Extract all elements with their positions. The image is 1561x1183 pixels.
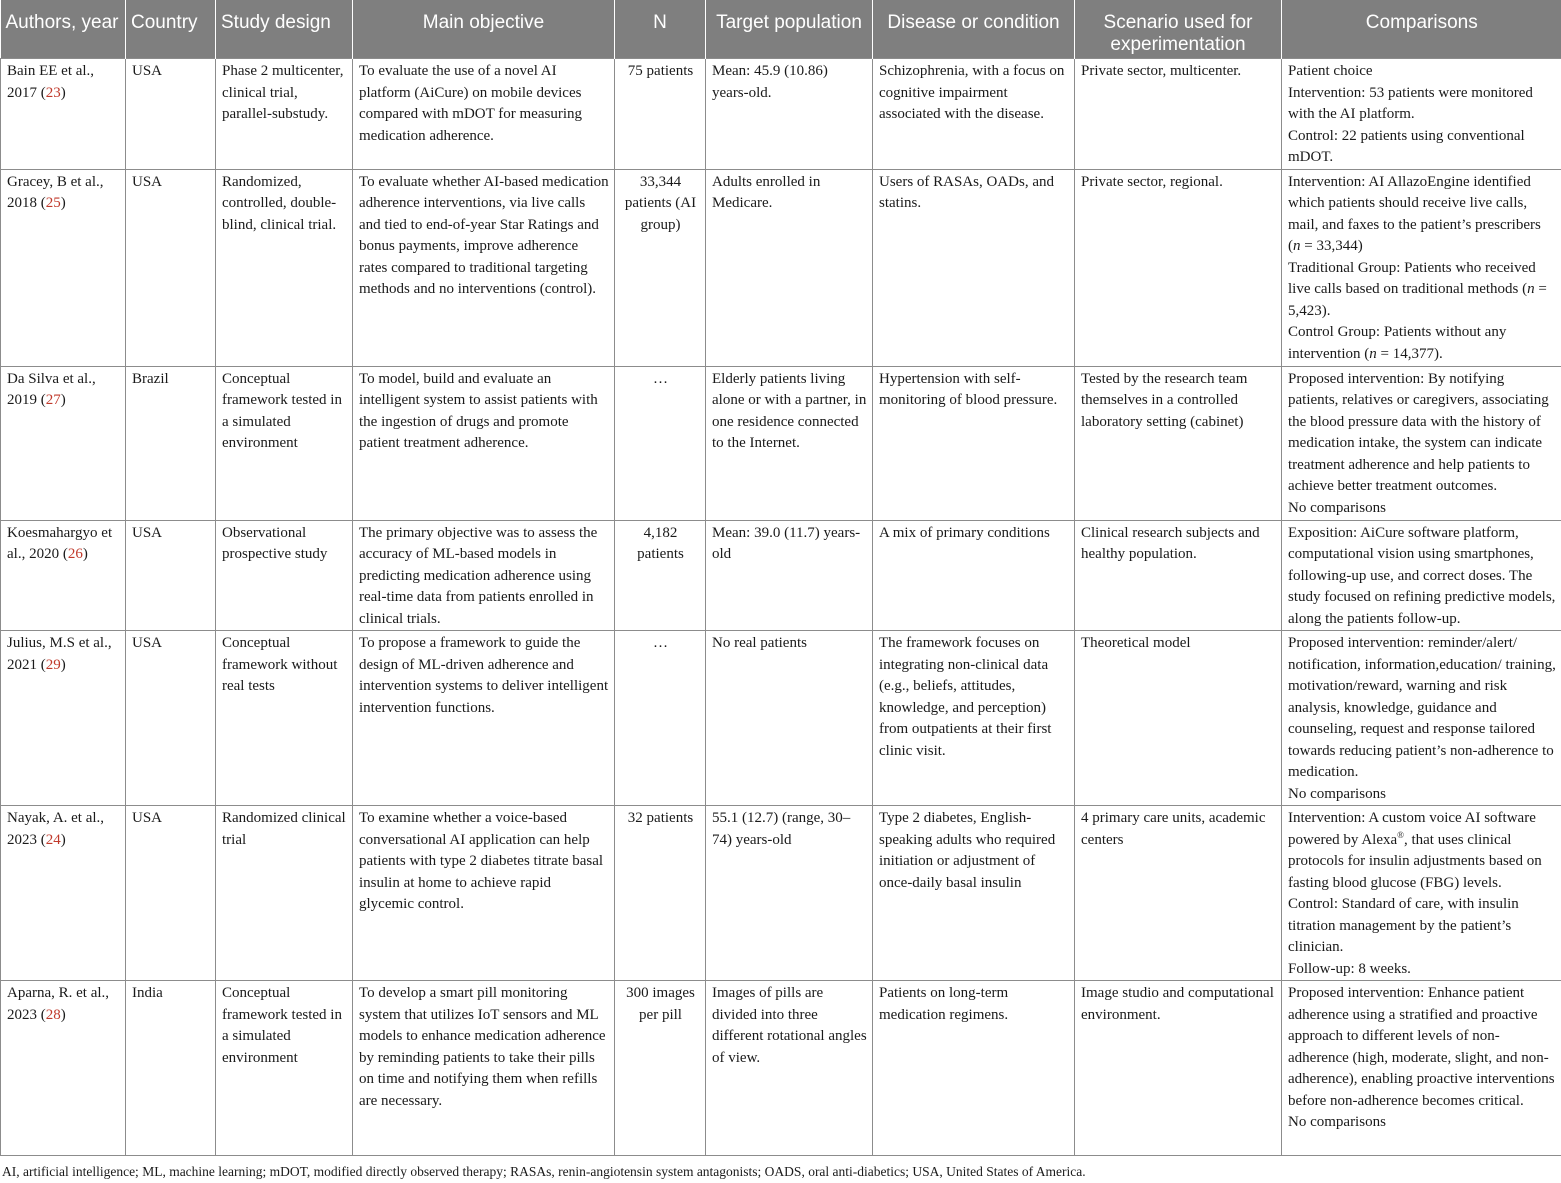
header-row bbox=[1, 0, 1561, 59]
cell-main-objective: To evaluate the use of a novel AI platform (AiCure) on mobile devices compared with mDOT for measuring medication adherence. bbox=[353, 59, 615, 170]
table-row bbox=[1, 631, 1561, 806]
table-body bbox=[1, 59, 1561, 1156]
table-row bbox=[1, 981, 1561, 1156]
cell-author: Aparna, R. et al., 2023 (28) bbox=[1, 981, 126, 1156]
cell-country: USA bbox=[126, 806, 216, 981]
comparison-line: No comparisons bbox=[1288, 499, 1386, 516]
header-country: Country bbox=[126, 0, 216, 59]
comparison-line: Intervention: AI AllazoEngine identified which patients should receive live calls, mail, and faxes to the patient’s prescribers (n = 33,344) bbox=[1288, 173, 1541, 254]
reference-link[interactable]: 27 bbox=[45, 392, 61, 408]
cell-country: USA bbox=[126, 59, 216, 170]
cell-disease: The framework focuses on integrating non-clinical data (e.g., beliefs, attitudes, knowledge, and perception) from outpatients at their first clinic visit. bbox=[873, 631, 1075, 806]
table-row bbox=[1, 806, 1561, 981]
author-name: Gracey, B et al., 2018 bbox=[7, 173, 104, 211]
cell-scenario: Private sector, regional. bbox=[1075, 169, 1282, 366]
comparison-line: Follow-up: 8 weeks. bbox=[1288, 960, 1411, 977]
comparison-line: Patient choice bbox=[1288, 63, 1373, 79]
comparison-line: Exposition: AiCure software platform, computational vision using smartphones, following-up use, and correct doses. The study focused on refining predictive models, along the patients follow-up. bbox=[1288, 524, 1556, 627]
table-row bbox=[1, 169, 1561, 366]
header-n: N bbox=[615, 0, 706, 59]
cell-author: Nayak, A. et al., 2023 (24) bbox=[1, 806, 126, 981]
author-name: Da Silva et al., 2019 bbox=[7, 370, 96, 408]
cell-study-design: Conceptual framework without real tests bbox=[216, 631, 353, 806]
author-name: Koesmahargyo et al., 2020 bbox=[7, 524, 113, 562]
header-comparisons: Comparisons bbox=[1282, 0, 1561, 59]
reference-link[interactable]: 24 bbox=[45, 831, 61, 848]
cell-study-design: Conceptual framework tested in a simulated environment bbox=[216, 366, 353, 520]
table-header bbox=[1, 0, 1561, 59]
cell-comparisons bbox=[1282, 806, 1561, 981]
cell-n: 33,344 patients (AI group) bbox=[615, 169, 706, 366]
cell-author: Koesmahargyo et al., 2020 (26) bbox=[1, 520, 126, 631]
header-authors-year: Authors, year bbox=[1, 0, 126, 59]
cell-scenario: Private sector, multicenter. bbox=[1075, 59, 1282, 170]
comparison-line: Proposed intervention: Enhance patient adherence using a stratified and proactive approach to different levels of non-adherence (high, moderate, slight, and non-adherence), enabling proactive interventions before non-adherence becomes critical. bbox=[1288, 985, 1555, 1109]
header-disease-or-condition: Disease or condition bbox=[873, 0, 1075, 59]
cell-main-objective: To model, build and evaluate an intelligent system to assist patients with the ingestion of drugs and promote patient treatment adherence. bbox=[353, 366, 615, 520]
comparison-line: No comparisons bbox=[1288, 1114, 1386, 1130]
header-target-population: Target population bbox=[706, 0, 873, 59]
comparison-line: No comparisons bbox=[1288, 785, 1386, 802]
cell-target-population: 55.1 (12.7) (range, 30–74) years-old bbox=[706, 806, 873, 981]
reference-link[interactable]: 23 bbox=[45, 84, 61, 101]
cell-scenario: Theoretical model bbox=[1075, 631, 1282, 806]
cell-disease: A mix of primary conditions bbox=[873, 520, 1075, 631]
table-row bbox=[1, 366, 1561, 520]
comparison-line: Proposed intervention: reminder/alert/ notification, information,education/ training, motivation/reward, warning and risk analysis, knowledge, guidance and counseling, request and response tailored towards reducing patient’s non-adherence to medication. bbox=[1288, 635, 1556, 780]
cell-disease: Type 2 diabetes, English-speaking adults who required initiation or adjustment of once-daily basal insulin bbox=[873, 806, 1075, 981]
cell-author: Da Silva et al., 2019 (27) bbox=[1, 366, 126, 520]
cell-scenario: Tested by the research team themselves in a controlled laboratory setting (cabinet) bbox=[1075, 366, 1282, 520]
cell-disease: Hypertension with self-monitoring of blood pressure. bbox=[873, 366, 1075, 520]
comparison-line: Traditional Group: Patients who received live calls based on traditional methods (n = 5,423). bbox=[1288, 259, 1547, 319]
cell-scenario: Clinical research subjects and healthy population. bbox=[1075, 520, 1282, 631]
cell-scenario: 4 primary care units, academic centers bbox=[1075, 806, 1282, 981]
author-name: Bain EE et al., 2017 bbox=[7, 63, 95, 101]
cell-target-population: Adults enrolled in Medicare. bbox=[706, 169, 873, 366]
cell-study-design: Randomized clinical trial bbox=[216, 806, 353, 981]
cell-target-population: Mean: 45.9 (10.86) years-old. bbox=[706, 59, 873, 170]
cell-country: USA bbox=[126, 631, 216, 806]
cell-study-design: Conceptual framework tested in a simulated environment bbox=[216, 981, 353, 1156]
cell-country: India bbox=[126, 981, 216, 1156]
table-row bbox=[1, 59, 1561, 170]
reference-link[interactable]: 25 bbox=[45, 195, 61, 211]
cell-target-population: No real patients bbox=[706, 631, 873, 806]
cell-n: 32 patients bbox=[615, 806, 706, 981]
cell-study-design: Randomized, controlled, double-blind, clinical trial. bbox=[216, 169, 353, 366]
cell-main-objective: The primary objective was to assess the accuracy of ML-based models in predicting medication adherence using real-time data from patients enrolled in clinical trials. bbox=[353, 520, 615, 631]
cell-country: USA bbox=[126, 520, 216, 631]
comparison-line: Control Group: Patients without any intervention (n = 14,377). bbox=[1288, 324, 1507, 362]
cell-main-objective: To evaluate whether AI-based medication adherence interventions, via live calls and tied to end-of-year Star Ratings and bonus payments, improve adherence rates compared to traditional targeting methods and no interventions (control). bbox=[353, 169, 615, 366]
author-name: Nayak, A. et al., 2023 bbox=[7, 810, 105, 848]
cell-disease: Patients on long-term medication regimens. bbox=[873, 981, 1075, 1156]
cell-author: Gracey, B et al., 2018 (25) bbox=[1, 169, 126, 366]
cell-comparisons bbox=[1282, 169, 1561, 366]
cell-n: 300 images per pill bbox=[615, 981, 706, 1156]
cell-n: 75 patients bbox=[615, 59, 706, 170]
cell-study-design: Phase 2 multicenter, clinical trial, parallel-substudy. bbox=[216, 59, 353, 170]
cell-scenario: Image studio and computational environment. bbox=[1075, 981, 1282, 1156]
cell-main-objective: To develop a smart pill monitoring system that utilizes IoT sensors and ML models to enhance medication adherence by reminding patients to take their pills on time and notifying them when refills are necessary. bbox=[353, 981, 615, 1156]
cell-comparisons bbox=[1282, 520, 1561, 631]
author-name: Aparna, R. et al., 2023 bbox=[7, 985, 110, 1023]
header-study-design: Study design bbox=[216, 0, 353, 59]
cell-n: … bbox=[615, 366, 706, 520]
comparison-line: Intervention: A custom voice AI software powered by Alexa®, that uses clinical protocols for insulin adjustments based on fasting blood glucose (FBG) levels. bbox=[1288, 810, 1542, 891]
cell-comparisons bbox=[1282, 59, 1561, 170]
cell-target-population: Elderly patients living alone or with a partner, in one residence connected to the Internet. bbox=[706, 366, 873, 520]
cell-author: Bain EE et al., 2017 (23) bbox=[1, 59, 126, 170]
cell-disease: Schizophrenia, with a focus on cognitive impairment associated with the disease. bbox=[873, 59, 1075, 170]
comparison-line: Proposed intervention: By notifying patients, relatives or caregivers, associating the blood pressure data with the history of medication intake, the system can indicate treatment adherence and help patients to achieve better treatment outcomes. bbox=[1288, 370, 1549, 494]
cell-target-population: Mean: 39.0 (11.7) years-old bbox=[706, 520, 873, 631]
cell-main-objective: To examine whether a voice-based conversational AI application can help patients with type 2 diabetes titrate basal insulin at home to achieve rapid glycemic control. bbox=[353, 806, 615, 981]
cell-study-design: Observational prospective study bbox=[216, 520, 353, 631]
reference-link[interactable]: 28 bbox=[45, 1006, 61, 1023]
cell-country: USA bbox=[126, 169, 216, 366]
table-footnote: AI, artificial intelligence; ML, machine learning; mDOT, modified directly observed therapy; RASAs, renin-angiotensin system antagonists; OADS, oral anti-diabetics; USA, United States of America. bbox=[2, 1164, 1086, 1179]
cell-disease: Users of RASAs, OADs, and statins. bbox=[873, 169, 1075, 366]
reference-link[interactable]: 26 bbox=[67, 546, 83, 562]
table-row bbox=[1, 520, 1561, 631]
reference-link[interactable]: 29 bbox=[45, 656, 61, 673]
cell-comparisons bbox=[1282, 631, 1561, 806]
comparison-line: Intervention: 53 patients were monitored with the AI platform. bbox=[1288, 84, 1533, 122]
comparison-line: Control: 22 patients using conventional mDOT. bbox=[1288, 127, 1525, 165]
cell-target-population: Images of pills are divided into three different rotational angles of view. bbox=[706, 981, 873, 1156]
header-main-objective: Main objective bbox=[353, 0, 615, 59]
cell-comparisons bbox=[1282, 366, 1561, 520]
cell-author: Julius, M.S et al., 2021 (29) bbox=[1, 631, 126, 806]
header-scenario: Scenario used for experimentation bbox=[1075, 0, 1282, 59]
comparison-line: Control: Standard of care, with insulin titration management by the patient’s clinician. bbox=[1288, 896, 1519, 955]
cell-country: Brazil bbox=[126, 366, 216, 520]
cell-main-objective: To propose a framework to guide the design of ML-driven adherence and intervention systems to deliver intelligent intervention functions. bbox=[353, 631, 615, 806]
cell-n: 4,182 patients bbox=[615, 520, 706, 631]
author-name: Julius, M.S et al., 2021 bbox=[7, 635, 112, 673]
cell-comparisons bbox=[1282, 981, 1561, 1156]
cell-n: … bbox=[615, 631, 706, 806]
